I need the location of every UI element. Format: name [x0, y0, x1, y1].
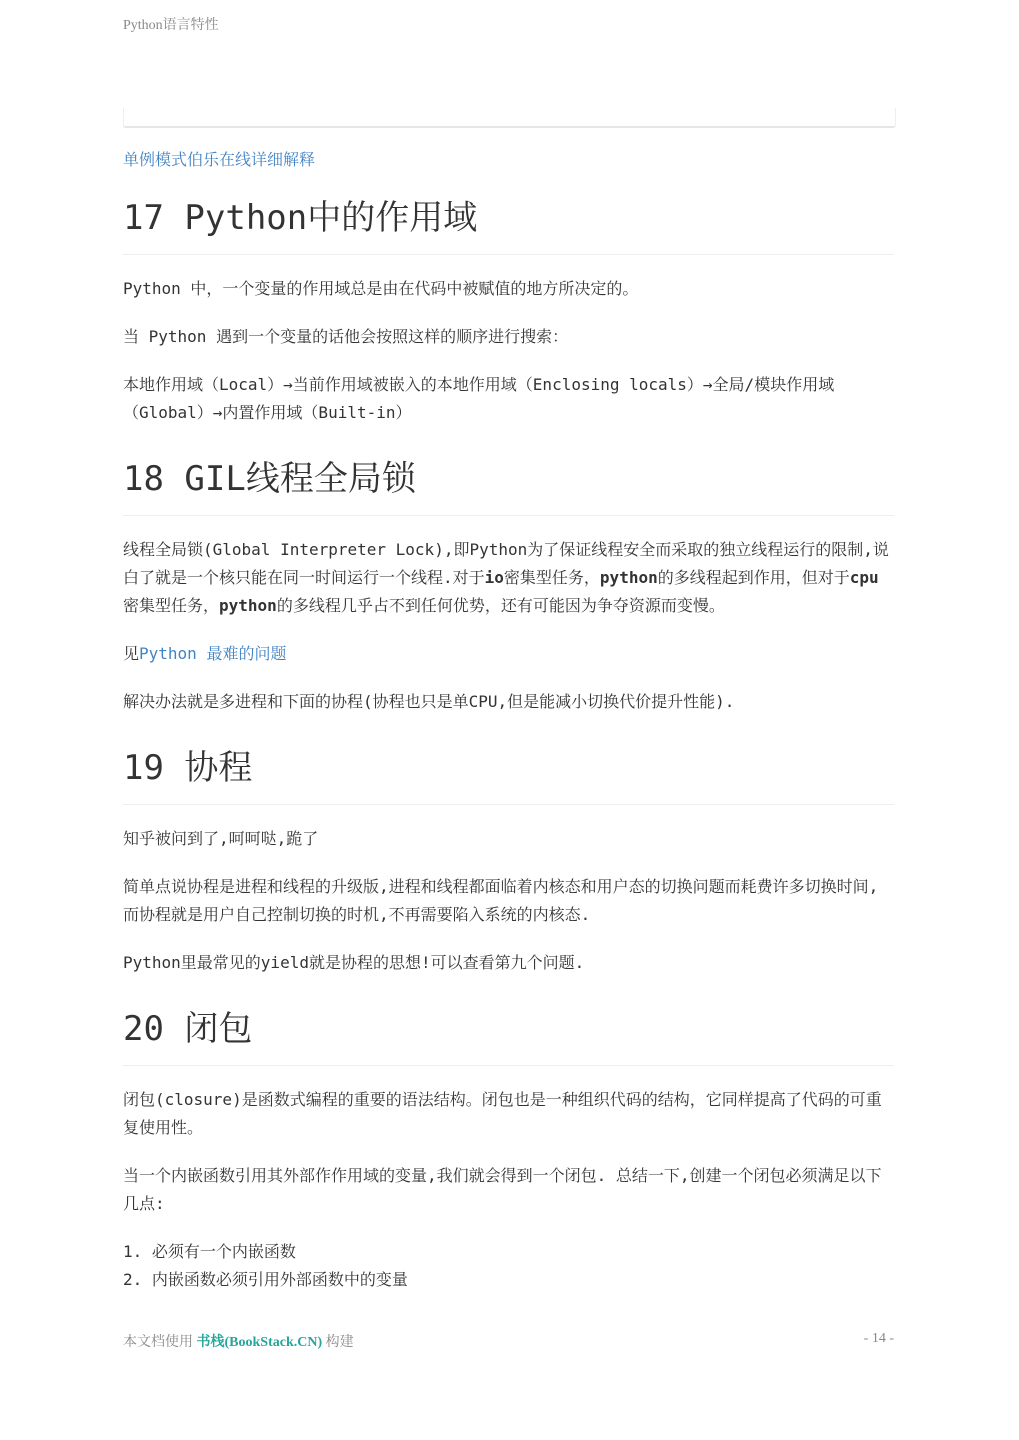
closure-requirements-list: [123, 1238, 894, 1294]
gil-bold-python-2: python: [219, 596, 277, 615]
section-17-paragraph-1: Python 中，一个变量的作用域总是由在代码中被赋值的地方所决定的。: [123, 279, 639, 298]
section-18-paragraph-3: 解决办法就是多进程和下面的协程(协程也只是单CPU,但是能减小切换代价提升性能).: [123, 692, 735, 711]
section-20-paragraph-2: 当一个内嵌函数引用其外部作作用域的变量,我们就会得到一个闭包. 总结一下,创建一个闭包必须满足以下几点:: [123, 1166, 882, 1213]
document-content: [123, 146, 894, 1294]
singleton-explanation-link[interactable]: [123, 146, 894, 174]
section-17-heading: 17 Python中的作用域: [123, 194, 894, 255]
section-19-paragraph-3: Python里最常见的yield就是协程的思想!可以查看第九个问题.: [123, 953, 585, 972]
page-number: - 14 -: [863, 1331, 894, 1346]
section-20-paragraph-1: 闭包(closure)是函数式编程的重要的语法结构。闭包也是一种组织代码的结构，它同样提高了代码的可重复使用性。: [123, 1090, 882, 1137]
gil-bold-cpu: cpu: [849, 568, 879, 587]
gil-text-c: 密集型任务，: [503, 568, 600, 587]
section-17-paragraph-3: 本地作用域（Local）→当前作用域被嵌入的本地作用域（Enclosing locals）→全局/模块作用域（Global）→内置作用域（Built-in）: [123, 375, 835, 422]
section-19-paragraph-2: 简单点说协程是进程和线程的升级版,进程和线程都面临着内核态和用户态的切换问题而耗费许多切换时间,而协程就是用户自己控制切换的时机,不再需要陷入系统的内核态.: [123, 877, 879, 924]
gil-text-d: 的多线程起到作用，但对于: [657, 568, 850, 587]
list-item: 1. 必须有一个内嵌函数: [123, 1242, 296, 1261]
bookstack-link[interactable]: 书栈(BookStack.CN): [196, 1335, 323, 1350]
singleton-link-text[interactable]: 单例模式伯乐在线详细解释: [123, 150, 316, 169]
gil-bold-io: io: [484, 568, 504, 587]
see-prefix: 见: [123, 644, 140, 663]
list-item: 2. 内嵌函数必须引用外部函数中的变量: [123, 1270, 408, 1289]
footer-suffix: 构建: [322, 1335, 354, 1350]
python-hardest-problem-link[interactable]: Python 最难的问题: [139, 644, 287, 663]
page-header-title: Python语言特性: [123, 18, 219, 33]
section-18-see-also: [123, 640, 894, 668]
code-block-end: [123, 108, 896, 128]
section-17-paragraph-2: 当 Python 遇到一个变量的话他会按照这样的顺序进行搜索：: [123, 327, 569, 346]
section-20-heading: 20 闭包: [123, 1005, 894, 1066]
section-19-paragraph-1: 知乎被问到了,呵呵哒,跪了: [123, 829, 319, 848]
page-footer: [123, 1331, 894, 1351]
gil-text-f: 的多线程几乎占不到任何优势，还有可能因为争夺资源而变慢。: [276, 596, 725, 615]
gil-text-a: 线程全局锁(Global Interpreter Lock),即Python为了保证线程安全而采取的独立线程运行的限制,说白了就是一个核只能在同一时间运行一个线程.对于: [123, 540, 889, 587]
section-18-heading: 18 GIL线程全局锁: [123, 455, 894, 516]
section-19-heading: 19 协程: [123, 744, 894, 805]
gil-text-e: 密集型任务，: [123, 596, 220, 615]
footer-prefix: 本文档使用: [123, 1335, 197, 1350]
section-18-paragraph-1: [123, 536, 894, 620]
gil-bold-python-1: python: [599, 568, 658, 587]
